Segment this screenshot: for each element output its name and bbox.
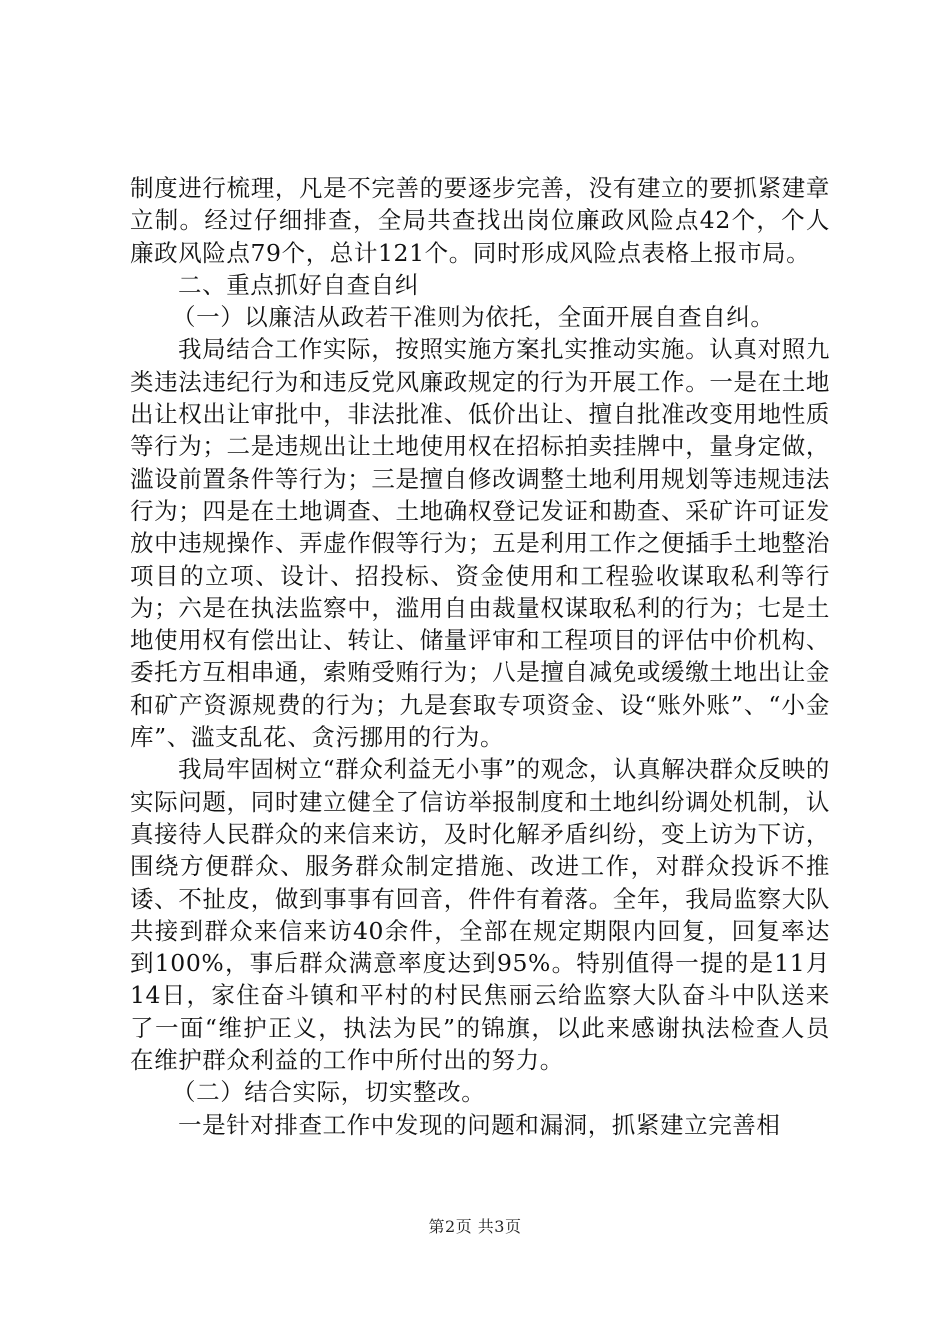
page-footer: 第2页 共3页 [428, 1217, 522, 1236]
paragraph-violations: 我局结合工作实际，按照实施方案扎实推动实施。认真对照九类违法违纪行为和违反党风廉政规定的行为开展工作。一是在土地出让权出让审批中，非法批准、低价出让、擅自批准改变用地性质等行为；二是违规出让土地使用权在招标拍卖挂牌中，量身定做，滥设前置条件等行为；三是擅自修改调整土地利用规划等违规违法行为；四是在土地调查、土地确权登记发证和勘查、采矿许可证发放中违规操作、弄虚作假等行为；五是利用工作之便插手土地整治项目的立项、设计、招投标、资金使用和工程验收谋取私利等行为；六是在执法监察中，滥用自由裁量权谋取私利的行为；七是土地使用权有偿出让、转让、储量评审和工程项目的评估中价机构、委托方互相串通，索贿受贿行为；八是擅自减免或缓缴土地出让金和矿产资源规费的行为；九是套取专项资金、设“账外账”、“小金库”、滥支乱花、贪污挪用的行为。 [130, 335, 830, 752]
paragraph-rectification: 一是针对排查工作中发现的问题和漏洞，抓紧建立完善相 [178, 1110, 781, 1139]
document-body [130, 172, 830, 1141]
section-heading: 二、重点抓好自查自纠 [178, 270, 419, 299]
paragraph-petitions: 我局牢固树立“群众利益无小事”的观念，认真解决群众反映的实际问题，同时建立健全了信访举报制度和土地纠纷调处机制，认真接待人民群众的来信来访，及时化解矛盾纠纷，变上访为下访，围绕方便群众、服务群众制定措施、改进工作，对群众投诉不推诿、不扯皮，做到事事有回音，件件有着落。全年，我局监察大队共接到群众来信来访40余件，全部在规定期限内回复，回复率达到100%，事后群众满意率度达到95%。特别值得一提的是11月14日，家住奋斗镇和平村的村民焦丽云给监察大队奋斗中队送来了一面“维护正义，执法为民”的锦旗，以此来感谢执法检查人员在维护群众利益的工作中所付出的努力。 [130, 755, 830, 1075]
subsection-heading-2: （二）结合实际，切实整改。 [172, 1078, 486, 1107]
paragraph-continuation: 制度进行梳理，凡是不完善的要逐步完善，没有建立的要抓紧建章立制。经过仔细排查，全局共查找出岗位廉政风险点42个，个人廉政风险点79个，总计121个。同时形成风险点表格上报市局。 [130, 174, 830, 267]
subsection-heading-1: （一）以廉洁从政若干准则为依托，全面开展自查自纠。 [172, 303, 775, 332]
